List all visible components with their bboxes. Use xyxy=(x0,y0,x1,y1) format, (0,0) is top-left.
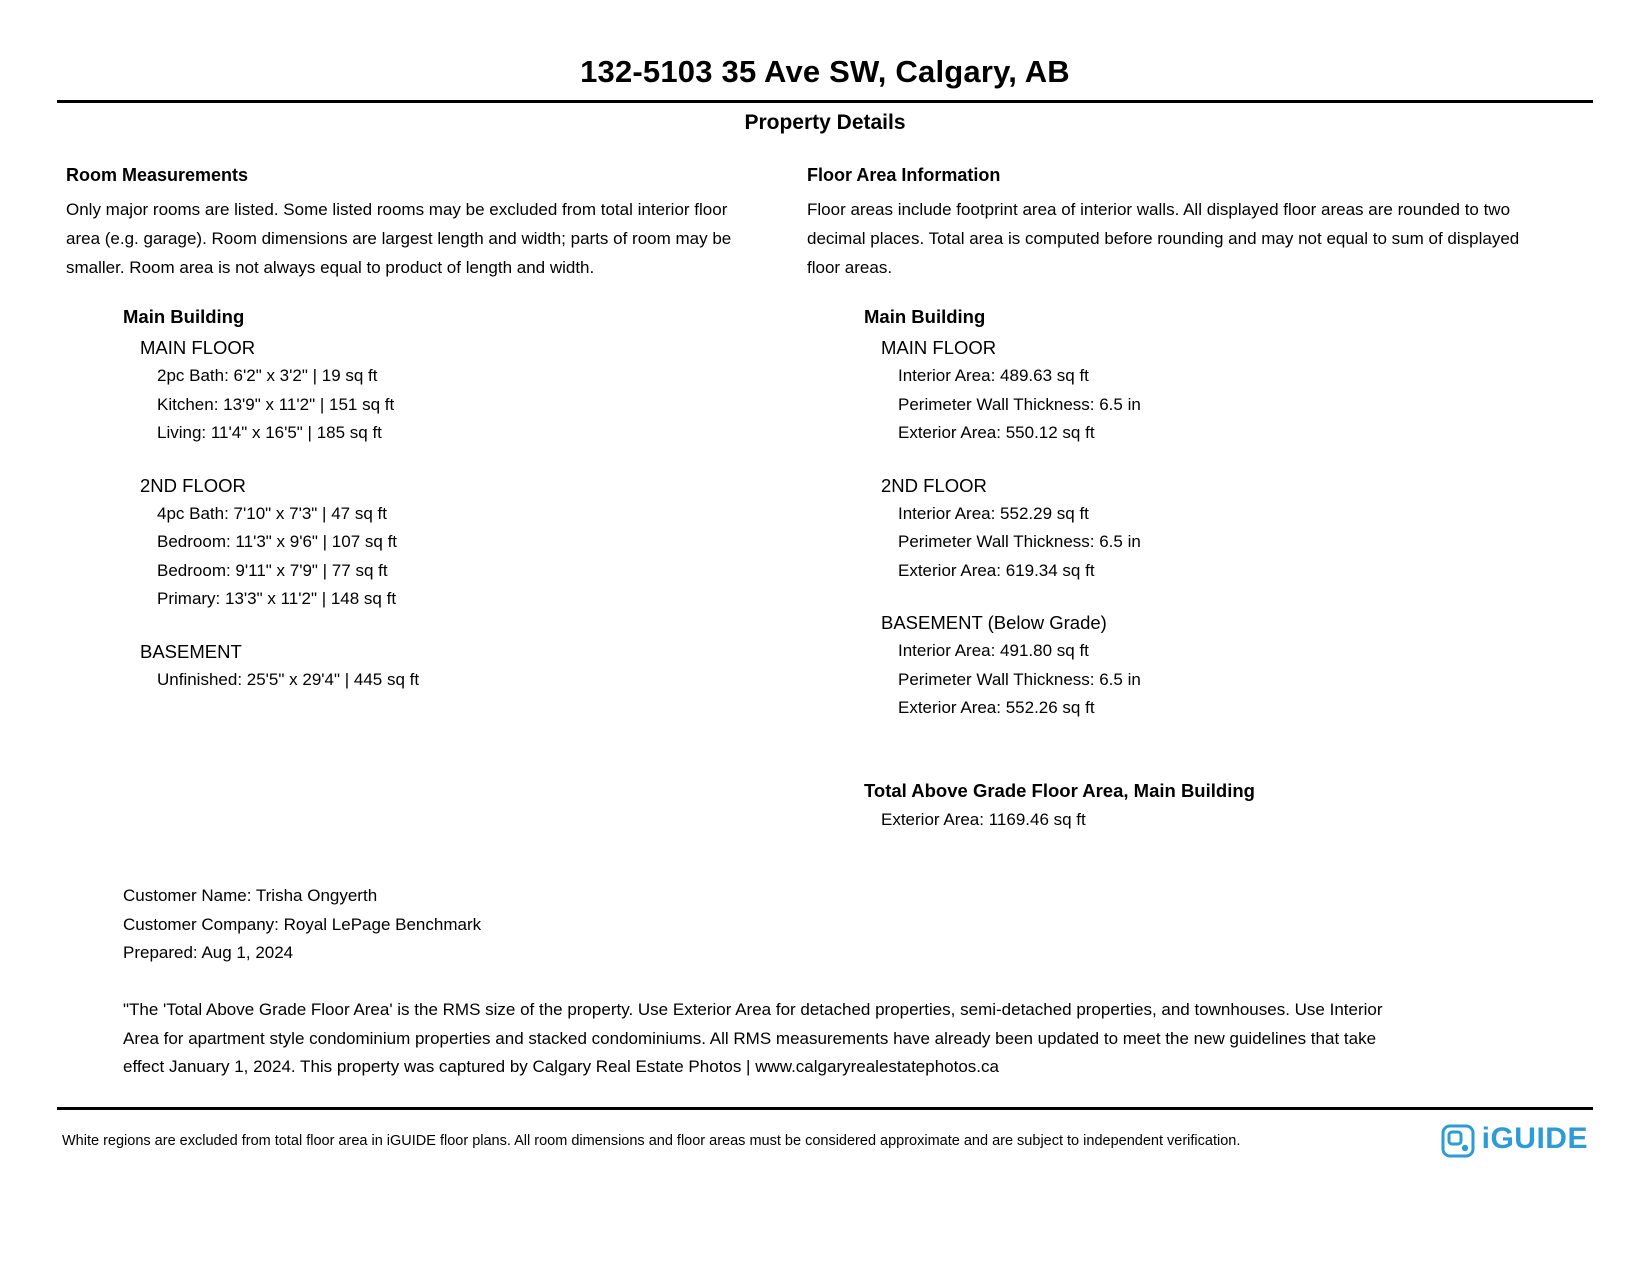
room-measurements-building xyxy=(123,306,766,694)
room-measurements-section xyxy=(66,165,766,834)
footer-disclaimer: White regions are excluded from total floor area in iGUIDE floor plans. All room dimensions and floor areas must be considered approximate and are subject to independent verification. xyxy=(62,1133,1241,1149)
iguide-logo-icon xyxy=(1441,1124,1475,1158)
floor-name: BASEMENT xyxy=(140,640,242,662)
room-measurements-description: Only major rooms are listed. Some listed rooms may be excluded from total interior floor area (e.g. garage). Room dimensions are largest length and width; parts of room may be smaller. Room area is not always equal to product of length and width. xyxy=(66,200,732,277)
page-title: 132-5103 35 Ave SW, Calgary, AB xyxy=(580,54,1070,89)
building-name: Main Building xyxy=(123,306,245,327)
room-measurements-heading: Room Measurements xyxy=(66,165,249,185)
floor-area-description: Floor areas include footprint area of interior walls. All displayed floor areas are rounded to two decimal places. Total area is computed before rounding and may not equal to sum of displayed floor areas. xyxy=(807,200,1520,277)
area-line: Exterior Area: 619.34 sq ft xyxy=(898,560,1095,580)
customer-company-line: Customer Company: Royal LePage Benchmark xyxy=(123,914,482,934)
area-line: Exterior Area: 552.26 sq ft xyxy=(898,698,1095,717)
area-line: Interior Area: 491.80 sq ft xyxy=(898,641,1089,660)
room-line: 2pc Bath: 6'2" x 3'2" | 19 sq ft xyxy=(157,366,378,385)
room-line: Kitchen: 13'9" x 11'2" | 151 sq ft xyxy=(157,394,395,414)
room-list xyxy=(157,362,766,448)
area-line: Interior Area: 489.63 sq ft xyxy=(898,366,1089,385)
area-block-main-floor xyxy=(881,337,1547,448)
content-columns xyxy=(0,135,1650,834)
room-line: Bedroom: 9'11" x 7'9" | 77 sq ft xyxy=(157,560,388,580)
iguide-logo-text: iGUIDE xyxy=(1481,1122,1588,1155)
room-line: Living: 11'4" x 16'5" | 185 sq ft xyxy=(157,423,382,442)
floor-name: BASEMENT (Below Grade) xyxy=(881,612,1107,633)
area-block-2nd-floor xyxy=(881,475,1547,586)
iguide-logo xyxy=(1441,1124,1588,1158)
footer xyxy=(0,1107,1650,1275)
room-list xyxy=(157,666,766,695)
floor-name: MAIN FLOOR xyxy=(140,337,256,358)
customer-info xyxy=(123,882,481,968)
area-line: Perimeter Wall Thickness: 6.5 in xyxy=(898,669,1141,689)
area-block-basement xyxy=(881,612,1547,723)
area-line: Perimeter Wall Thickness: 6.5 in xyxy=(898,532,1141,551)
room-list xyxy=(157,500,766,614)
customer-name-line: Customer Name: Trisha Ongyerth xyxy=(123,886,378,905)
room-line: Unfinished: 25'5" x 29'4" | 445 sq ft xyxy=(157,669,420,689)
area-line: Perimeter Wall Thickness: 6.5 in xyxy=(898,394,1141,414)
floor-name: 2ND FLOOR xyxy=(881,474,987,496)
area-list xyxy=(898,362,1547,448)
floor-area-building xyxy=(864,306,1547,723)
room-line: Primary: 13'3" x 11'2" | 148 sq ft xyxy=(157,589,397,608)
room-line: Bedroom: 11'3" x 9'6" | 107 sq ft xyxy=(157,532,398,551)
floor-block-2nd-floor xyxy=(140,475,766,614)
prepared-date-line: Prepared: Aug 1, 2024 xyxy=(123,943,294,962)
area-list xyxy=(898,637,1547,723)
room-line: 4pc Bath: 7'10" x 7'3" | 47 sq ft xyxy=(157,503,387,523)
total-above-grade-heading: Total Above Grade Floor Area, Main Building xyxy=(864,779,1255,801)
floor-area-section xyxy=(807,165,1547,834)
building-name: Main Building xyxy=(864,306,986,327)
page-subtitle: Property Details xyxy=(744,111,906,134)
area-line: Exterior Area: 550.12 sq ft xyxy=(898,423,1095,442)
floor-block-basement xyxy=(140,641,766,695)
total-above-grade-line: Exterior Area: 1169.46 sq ft xyxy=(881,809,1086,829)
floor-area-heading: Floor Area Information xyxy=(807,165,1001,185)
header-divider xyxy=(57,100,1593,103)
total-above-grade-block xyxy=(864,780,1547,835)
rms-note: "The 'Total Above Grade Floor Area' is the RMS size of the property. Use Exterior Area for detached properties, semi-detached properties, and townhouses. Use Interior Area for apartment style condominium properties and stacked condominiums. All RMS measurements have already been updated to meet the new guidelines that take effect January 1, 2024. This property was captured by Calgary Real Estate Photos | www.calgaryrealestatephotos.ca xyxy=(123,1000,1383,1076)
floor-block-main-floor xyxy=(140,337,766,448)
floor-name: 2ND FLOOR xyxy=(140,474,246,496)
area-line: Interior Area: 552.29 sq ft xyxy=(898,503,1089,523)
area-list xyxy=(898,500,1547,586)
floor-name: MAIN FLOOR xyxy=(881,337,997,358)
